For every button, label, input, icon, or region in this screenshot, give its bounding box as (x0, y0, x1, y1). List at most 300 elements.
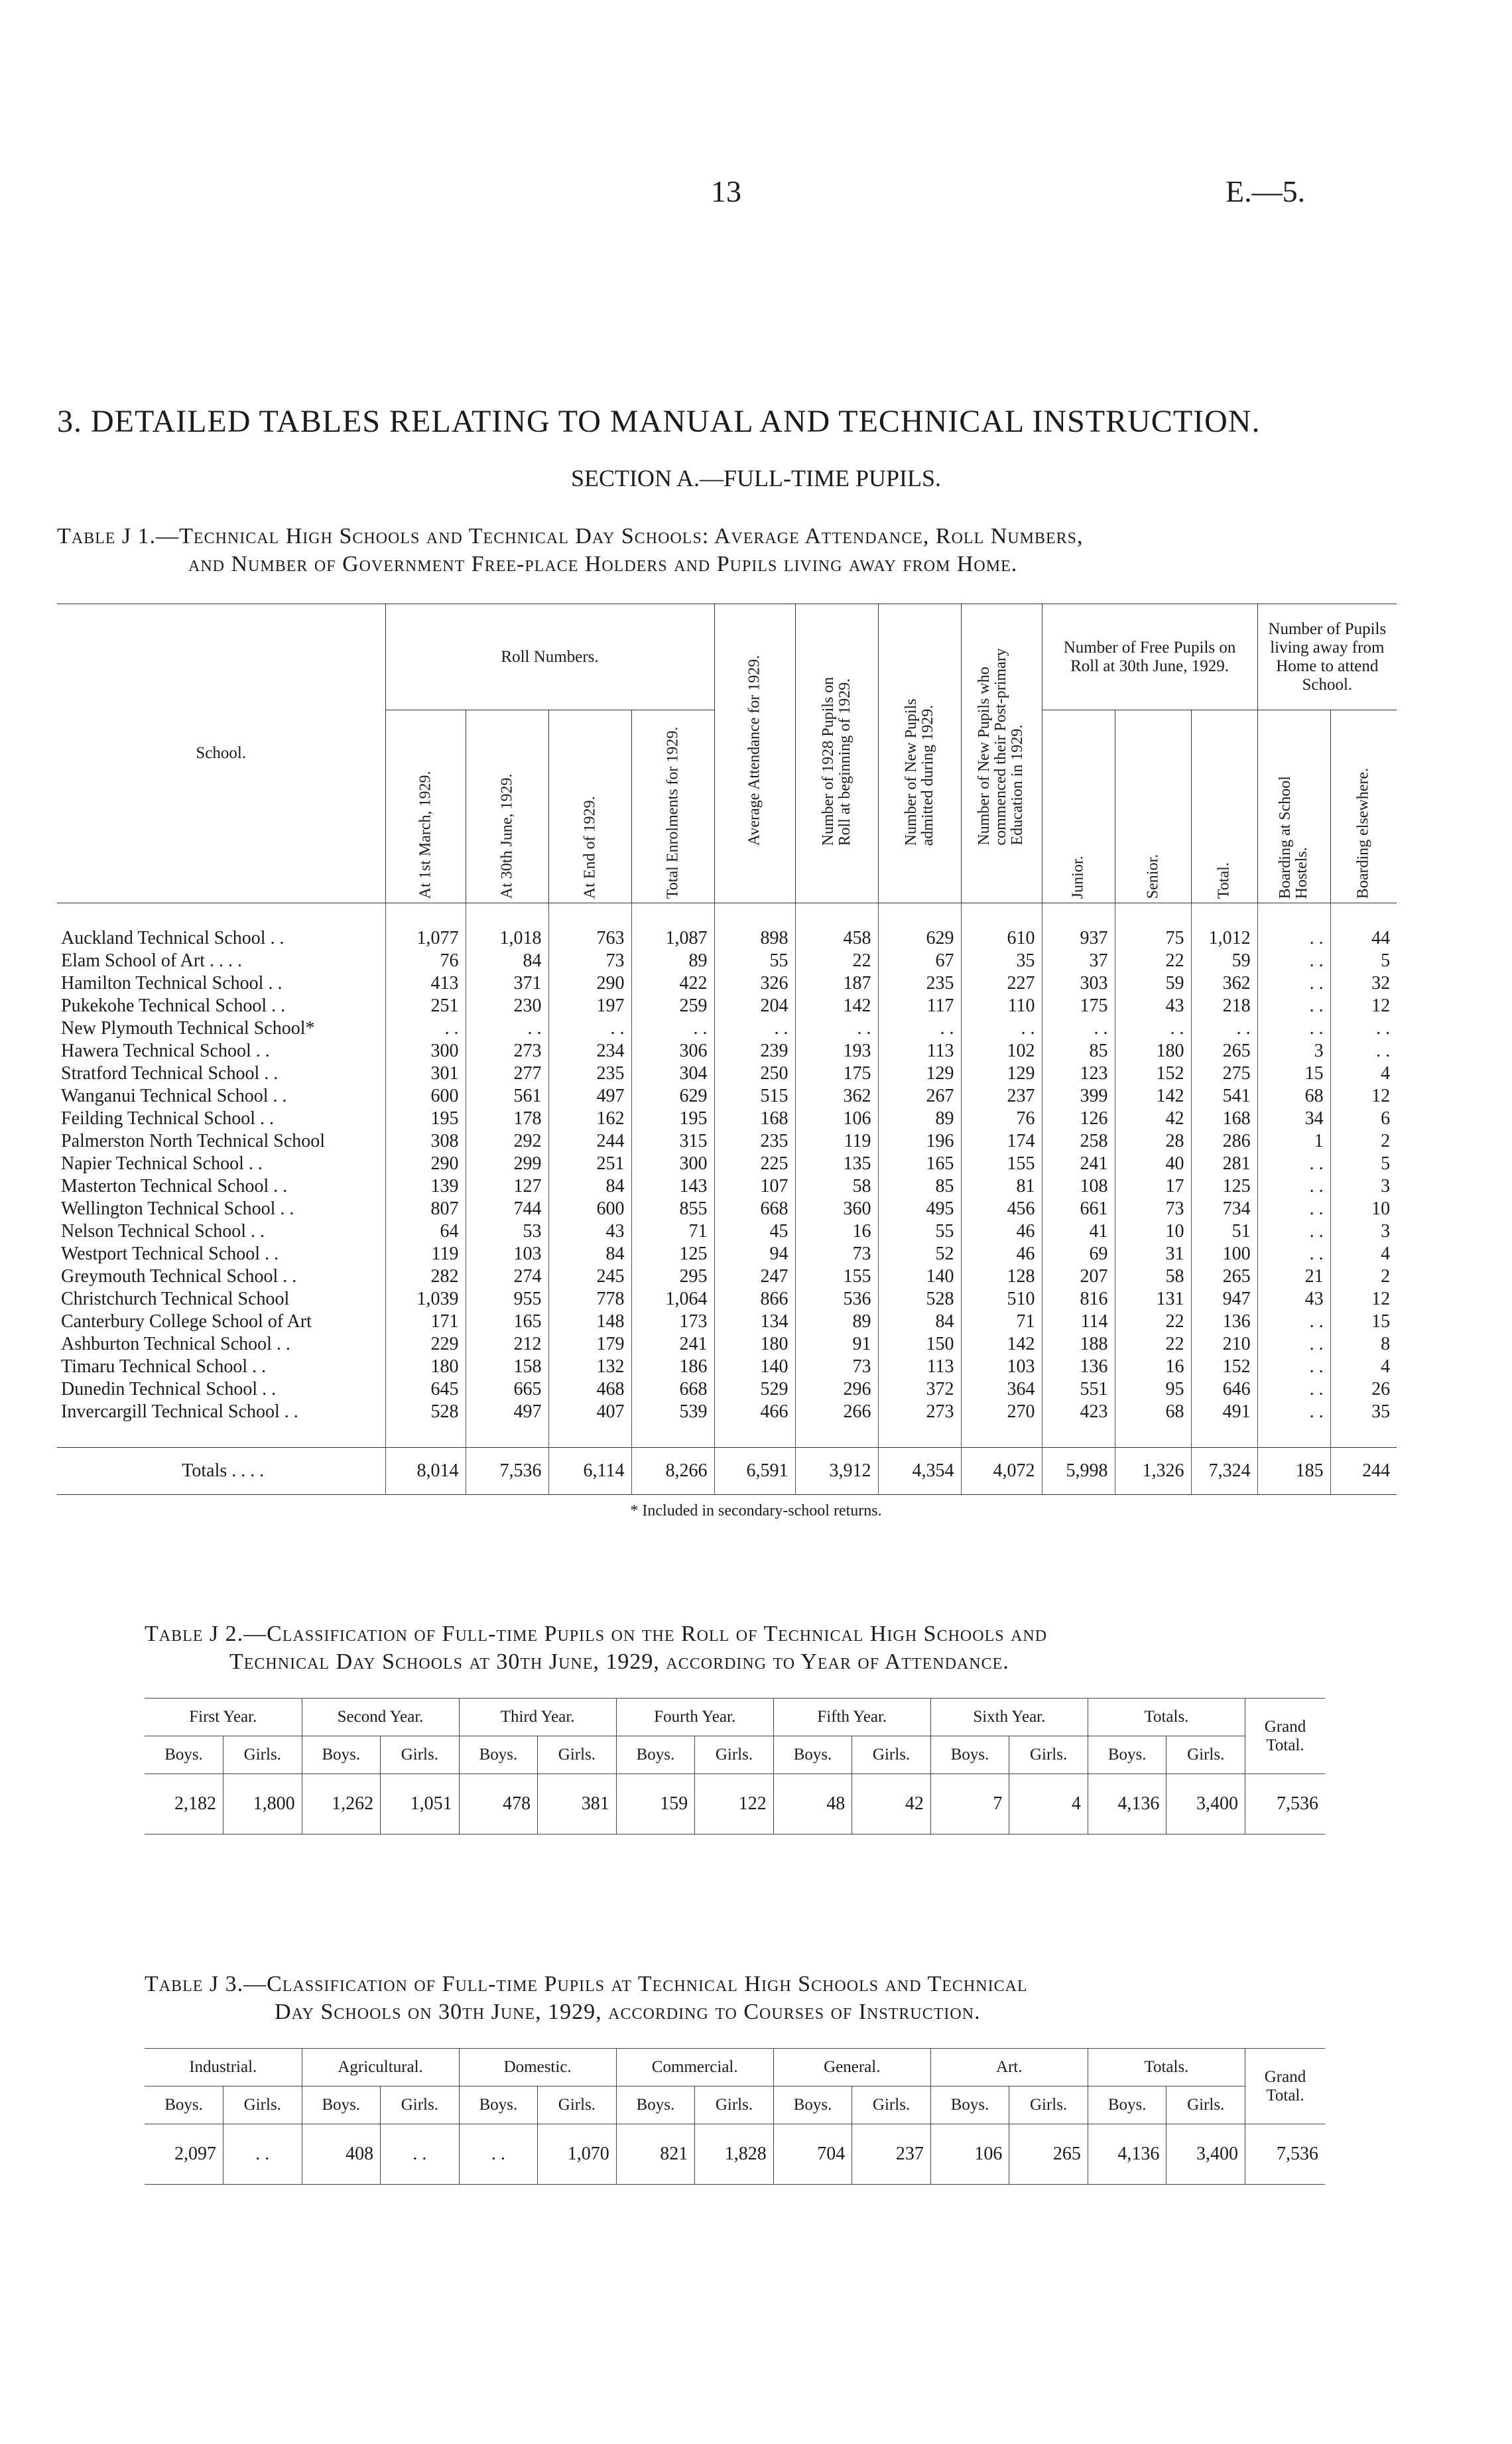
table-cell: 69 (1042, 1243, 1115, 1265)
school-name: Wanganui Technical School . . (61, 1086, 287, 1106)
table-cell: 3 (1257, 1040, 1330, 1062)
table-cell: 52 (878, 1243, 961, 1265)
table-cell: 541 (1191, 1085, 1257, 1108)
table-cell: 180 (714, 1333, 795, 1356)
table-cell: 140 (878, 1265, 961, 1288)
document-code: E.—5. (1226, 174, 1306, 208)
header-1st-march: At 1st March, 1929. (385, 710, 466, 903)
school-name: Ashburton Technical School . . (61, 1334, 290, 1354)
totals-cell: 6,591 (714, 1448, 795, 1495)
table-cell: 265 (1009, 2124, 1088, 2185)
table-cell: . . (795, 1017, 878, 1040)
table-cell: 362 (1191, 972, 1257, 995)
table-cell: 1,039 (385, 1288, 466, 1311)
table-cell: 207 (1042, 1265, 1115, 1288)
table-cell: 212 (466, 1333, 548, 1356)
header-end-1929: At End of 1929. (548, 710, 631, 903)
table-cell: 71 (631, 1220, 714, 1243)
table-cell: 46 (961, 1243, 1042, 1265)
table-cell: 174 (961, 1130, 1042, 1153)
girls-header: Girls. (852, 1736, 931, 1774)
table-cell: 119 (385, 1243, 466, 1265)
totals-cell: 244 (1330, 1448, 1397, 1495)
table-cell: 229 (385, 1333, 466, 1356)
table-cell: 413 (385, 972, 466, 995)
girls-header: Girls. (223, 1736, 302, 1774)
table-cell: . . (1257, 1198, 1330, 1220)
table-cell: 282 (385, 1265, 466, 1288)
table-cell: 2 (1330, 1130, 1397, 1153)
table-cell: 4 (1330, 1243, 1397, 1265)
group-header: First Year. (145, 1699, 302, 1736)
table-cell: 131 (1115, 1288, 1191, 1311)
table-cell: 142 (961, 1333, 1042, 1356)
table-cell: . . (714, 1017, 795, 1040)
table-cell: 1,051 (381, 1774, 460, 1834)
table-cell: . . (1257, 972, 1330, 995)
table-cell: . . (1257, 1401, 1330, 1423)
table-cell: 360 (795, 1198, 878, 1220)
table-cell: 89 (878, 1108, 961, 1130)
table-cell: . . (1257, 1220, 1330, 1243)
table-cell: 125 (1191, 1175, 1257, 1198)
table-cell: 91 (795, 1333, 878, 1356)
table-cell: 210 (1191, 1333, 1257, 1356)
table-cell: 100 (1191, 1243, 1257, 1265)
table-cell: 178 (466, 1108, 548, 1130)
table-cell: 247 (714, 1265, 795, 1288)
table-cell: 855 (631, 1198, 714, 1220)
table-cell: 15 (1257, 1062, 1330, 1085)
table-cell: . . (1330, 1040, 1397, 1062)
table-cell: 8 (1330, 1333, 1397, 1356)
table-row (57, 1243, 1397, 1265)
table2-caption-line1: Table J 2.—Classification of Full-time Pupils on the Roll of Technical High Schools and (145, 1622, 1048, 1646)
table-cell: 295 (631, 1265, 714, 1288)
header-junior: Junior. (1042, 710, 1115, 903)
table-cell: 528 (385, 1401, 466, 1423)
boys-header: Boys. (930, 2087, 1009, 2124)
table-cell: 35 (961, 950, 1042, 972)
table-cell: . . (1257, 1311, 1330, 1333)
table-cell: 4 (1330, 1356, 1397, 1378)
table-cell: 103 (466, 1243, 548, 1265)
school-name: Napier Technical School . . (61, 1153, 263, 1174)
table-row (57, 1265, 1397, 1288)
table-cell: 2,182 (145, 1774, 223, 1834)
table-cell: 106 (930, 2124, 1009, 2185)
table-cell: 58 (1115, 1265, 1191, 1288)
group-header: Domestic. (459, 2049, 616, 2087)
table-cell: 150 (878, 1333, 961, 1356)
table-cell: 129 (961, 1062, 1042, 1085)
table-cell: 528 (878, 1288, 961, 1311)
table-cell: 73 (548, 950, 631, 972)
table-cell: 127 (466, 1175, 548, 1198)
table-row (57, 972, 1397, 995)
table-cell: 866 (714, 1288, 795, 1311)
table-cell: 1,800 (223, 1774, 302, 1834)
table-cell: 42 (1115, 1108, 1191, 1130)
table-cell: 668 (631, 1378, 714, 1401)
school-name: Greymouth Technical School . . (61, 1266, 297, 1287)
table-cell: 665 (466, 1378, 548, 1401)
totals-cell: 6,114 (548, 1448, 631, 1495)
table-row (57, 1108, 1397, 1130)
table-cell: 89 (631, 950, 714, 972)
table1-caption-line1: Table J 1.—Technical High Schools and Technical Day Schools: Average Attendance, Roll Numbers, (57, 524, 1084, 548)
table-cell: 129 (878, 1062, 961, 1085)
table-cell: . . (1257, 1243, 1330, 1265)
header-senior: Senior. (1115, 710, 1191, 903)
girls-header: Girls. (852, 2087, 931, 2124)
header-elsewhere: Boarding elsewhere. (1330, 710, 1397, 903)
totals-cell: 8,266 (631, 1448, 714, 1495)
footnote: * Included in secondary-school returns. (630, 1502, 882, 1519)
header-30th-june: At 30th June, 1929. (466, 710, 548, 903)
school-name: Nelson Technical School . . (61, 1221, 265, 1242)
table-cell: 37 (1042, 950, 1115, 972)
boys-header: Boys. (616, 2087, 695, 2124)
table-cell: . . (1257, 995, 1330, 1017)
table-cell: 315 (631, 1130, 714, 1153)
totals-label: Totals . . . . (57, 1448, 385, 1495)
boys-header: Boys. (145, 1736, 223, 1774)
school-name: Feilding Technical School . . (61, 1108, 275, 1129)
table-cell: 89 (795, 1311, 878, 1333)
table-row (57, 1288, 1397, 1311)
table-row (145, 1774, 1325, 1834)
table-cell: 1,262 (302, 1774, 381, 1834)
table-cell: 168 (1191, 1108, 1257, 1130)
table-cell: 821 (616, 2124, 695, 2185)
girls-header: Girls. (381, 1736, 460, 1774)
table-cell: 55 (878, 1220, 961, 1243)
table-cell: 281 (1191, 1153, 1257, 1175)
boys-header: Boys. (616, 1736, 695, 1774)
table-row (57, 1311, 1397, 1333)
table-cell: 1,087 (631, 927, 714, 950)
table-cell: 515 (714, 1085, 795, 1108)
table-cell: 140 (714, 1356, 795, 1378)
table-cell: 423 (1042, 1401, 1115, 1423)
table-j2 (145, 1698, 1325, 1834)
table-cell: 2 (1330, 1265, 1397, 1288)
table-cell: 152 (1115, 1062, 1191, 1085)
table-cell: . . (1115, 1017, 1191, 1040)
table-cell: 600 (548, 1198, 631, 1220)
table-cell: 119 (795, 1130, 878, 1153)
table-cell: 273 (466, 1040, 548, 1062)
table-cell: 179 (548, 1333, 631, 1356)
table-cell: 286 (1191, 1130, 1257, 1153)
table-cell: 301 (385, 1062, 466, 1085)
table-cell: 218 (1191, 995, 1257, 1017)
table-cell: 22 (1115, 950, 1191, 972)
table-cell: 125 (631, 1243, 714, 1265)
table-cell: 227 (961, 972, 1042, 995)
table-cell: 59 (1191, 950, 1257, 972)
table-cell: 10 (1330, 1198, 1397, 1220)
group-header: Commercial. (616, 2049, 773, 2087)
table-cell: 807 (385, 1198, 466, 1220)
table-cell: 53 (466, 1220, 548, 1243)
group-header: Fifth Year. (773, 1699, 930, 1736)
table-cell: 28 (1115, 1130, 1191, 1153)
girls-header: Girls. (695, 1736, 774, 1774)
table-cell: 139 (385, 1175, 466, 1198)
table-j3 (145, 2048, 1325, 2185)
table-cell: 478 (459, 1774, 538, 1834)
table-cell: 270 (961, 1401, 1042, 1423)
table-row (57, 1062, 1397, 1085)
school-name: Invercargill Technical School . . (61, 1401, 298, 1422)
table-cell: 407 (548, 1401, 631, 1423)
table-cell: 42 (852, 1774, 931, 1834)
group-header: General. (773, 2049, 930, 2087)
table-cell: 73 (795, 1356, 878, 1378)
table-cell: 85 (1042, 1040, 1115, 1062)
table-cell: 235 (548, 1062, 631, 1085)
table-cell: 362 (795, 1085, 878, 1108)
totals-cell: 4,072 (961, 1448, 1042, 1495)
header-roll-numbers: Roll Numbers. (385, 604, 714, 710)
table-row (57, 1220, 1397, 1243)
girls-header: Girls. (538, 1736, 617, 1774)
table-cell: . . (1257, 1017, 1330, 1040)
header-school: School. (57, 604, 385, 903)
table-cell: 171 (385, 1311, 466, 1333)
table-cell: 204 (714, 995, 795, 1017)
table-cell: 46 (961, 1220, 1042, 1243)
table-cell: 237 (852, 2124, 931, 2185)
group-header: Fourth Year. (616, 1699, 773, 1736)
girls-header: Girls. (1166, 2087, 1245, 2124)
school-name: Palmerston North Technical School (61, 1131, 326, 1151)
table-cell: 668 (714, 1198, 795, 1220)
table-cell: 250 (714, 1062, 795, 1085)
table-cell: 241 (631, 1333, 714, 1356)
table-cell: 162 (548, 1108, 631, 1130)
boys-header: Boys. (1088, 1736, 1166, 1774)
boys-header: Boys. (773, 1736, 852, 1774)
table-cell: 7,536 (1245, 2124, 1326, 2185)
table-cell: . . (385, 1017, 466, 1040)
table-cell: . . (223, 2124, 302, 2185)
table-cell: 371 (466, 972, 548, 995)
header-average-attendance: Average Attendance for 1929. (714, 604, 795, 903)
school-name: Masterton Technical School . . (61, 1176, 288, 1196)
table-cell: 59 (1115, 972, 1191, 995)
table-cell: 629 (878, 927, 961, 950)
group-header: Industrial. (145, 2049, 302, 2087)
grand-total-header: Grand Total. (1245, 2049, 1326, 2124)
table-cell: 399 (1042, 1085, 1115, 1108)
table-cell: 251 (385, 995, 466, 1017)
table-cell: 159 (616, 1774, 695, 1834)
table-cell: 195 (385, 1108, 466, 1130)
table-cell: 21 (1257, 1265, 1330, 1288)
table-cell: 1,828 (695, 2124, 774, 2185)
table-row (57, 1175, 1397, 1198)
table-cell: 645 (385, 1378, 466, 1401)
table-cell: 610 (961, 927, 1042, 950)
table-cell: 244 (548, 1130, 631, 1153)
table-cell: 94 (714, 1243, 795, 1265)
table-cell: 102 (961, 1040, 1042, 1062)
header-free-pupils: Number of Free Pupils on Roll at 30th June, 1929. (1042, 604, 1257, 710)
table-cell: 241 (1042, 1153, 1115, 1175)
table-cell: 180 (1115, 1040, 1191, 1062)
table-cell: 1,018 (466, 927, 548, 950)
table-cell: 296 (795, 1378, 878, 1401)
table-cell: 466 (714, 1401, 795, 1423)
table-cell: 372 (878, 1378, 961, 1401)
group-header: Agricultural. (302, 2049, 459, 2087)
table-cell: 304 (631, 1062, 714, 1085)
table-cell: 175 (795, 1062, 878, 1085)
table-cell: 326 (714, 972, 795, 995)
table-cell: . . (1257, 1378, 1330, 1401)
table-cell: 106 (795, 1108, 878, 1130)
table-cell: . . (961, 1017, 1042, 1040)
table-cell: 136 (1191, 1311, 1257, 1333)
table-cell: 4,136 (1088, 2124, 1166, 2185)
group-header: Sixth Year. (930, 1699, 1088, 1736)
table-cell: 275 (1191, 1062, 1257, 1085)
table-cell: 73 (1115, 1198, 1191, 1220)
table-cell: 529 (714, 1378, 795, 1401)
table-cell: 143 (631, 1175, 714, 1198)
boys-header: Boys. (459, 2087, 538, 2124)
table-cell: 778 (548, 1288, 631, 1311)
school-name: Hawera Technical School . . (61, 1041, 270, 1061)
main-title: 3. DETAILED TABLES RELATING TO MANUAL AND TECHNICAL INSTRUCTION. (57, 404, 1261, 439)
table-cell: . . (381, 2124, 460, 2185)
table-row (145, 2124, 1325, 2185)
girls-header: Girls. (1009, 1736, 1088, 1774)
totals-cell: 7,536 (466, 1448, 548, 1495)
school-name: Timaru Technical School . . (61, 1356, 267, 1377)
table-cell: 292 (466, 1130, 548, 1153)
table-cell: 258 (1042, 1130, 1115, 1153)
table-cell: 197 (548, 995, 631, 1017)
table-cell: 456 (961, 1198, 1042, 1220)
table-cell: 7,536 (1245, 1774, 1326, 1834)
page-number: 13 (711, 174, 741, 208)
table-cell: 85 (878, 1175, 961, 1198)
table-cell: 2,097 (145, 2124, 223, 2185)
table-cell: 12 (1330, 1085, 1397, 1108)
table-cell: 26 (1330, 1378, 1397, 1401)
table-j1 (57, 604, 1397, 1495)
table-cell: 491 (1191, 1401, 1257, 1423)
table-cell: 364 (961, 1378, 1042, 1401)
table-cell: 1,064 (631, 1288, 714, 1311)
table-cell: 497 (466, 1401, 548, 1423)
table-cell: . . (1257, 1153, 1330, 1175)
table-cell: 142 (1115, 1085, 1191, 1108)
table-cell: 1 (1257, 1130, 1330, 1153)
table-cell: 113 (878, 1040, 961, 1062)
table-cell: . . (1257, 1356, 1330, 1378)
school-name: Stratford Technical School . . (61, 1063, 279, 1084)
table-cell: 468 (548, 1378, 631, 1401)
table-row (57, 950, 1397, 972)
table-cell: 95 (1115, 1378, 1191, 1401)
boys-header: Boys. (773, 2087, 852, 2124)
table-cell: 7 (930, 1774, 1009, 1834)
table-cell: 134 (714, 1311, 795, 1333)
table-cell: 15 (1330, 1311, 1397, 1333)
totals-cell: 5,998 (1042, 1448, 1115, 1495)
totals-row (57, 1448, 1397, 1495)
table-cell: 277 (466, 1062, 548, 1085)
totals-cell: 4,354 (878, 1448, 961, 1495)
table-cell: 187 (795, 972, 878, 995)
girls-header: Girls. (381, 2087, 460, 2124)
table-cell: 259 (631, 995, 714, 1017)
table-cell: 17 (1115, 1175, 1191, 1198)
table-cell: 148 (548, 1311, 631, 1333)
table-cell: . . (1330, 1017, 1397, 1040)
totals-cell: 185 (1257, 1448, 1330, 1495)
table-cell: 84 (466, 950, 548, 972)
girls-header: Girls. (695, 2087, 774, 2124)
table-cell: 158 (466, 1356, 548, 1378)
table-cell: 3,400 (1166, 1774, 1245, 1834)
table-cell: 16 (795, 1220, 878, 1243)
table-cell: . . (878, 1017, 961, 1040)
table-cell: 266 (795, 1401, 878, 1423)
table-cell: 22 (795, 950, 878, 972)
table-cell: 1,077 (385, 927, 466, 950)
boys-header: Boys. (459, 1736, 538, 1774)
table-cell: 64 (385, 1220, 466, 1243)
table-cell: 31 (1115, 1243, 1191, 1265)
table-cell: 510 (961, 1288, 1042, 1311)
table-cell: 5 (1330, 1153, 1397, 1175)
table-cell: 265 (1191, 1265, 1257, 1288)
table-cell: 237 (961, 1085, 1042, 1108)
table-cell: . . (1042, 1017, 1115, 1040)
table-cell: 122 (695, 1774, 774, 1834)
table-cell: 300 (385, 1040, 466, 1062)
table-cell: 41 (1042, 1220, 1115, 1243)
girls-header: Girls. (223, 2087, 302, 2124)
table-cell: 188 (1042, 1333, 1115, 1356)
header-hostels: Boarding at School Hostels. (1257, 710, 1330, 903)
table-cell: 235 (878, 972, 961, 995)
table-cell: 230 (466, 995, 548, 1017)
table-cell: 265 (1191, 1040, 1257, 1062)
grand-total-header: Grand Total. (1245, 1699, 1326, 1774)
school-name: New Plymouth Technical School* (61, 1018, 315, 1039)
header-1928-pupils: Number of 1928 Pupils on Roll at beginning of 1929. (795, 604, 878, 903)
table-cell: . . (466, 1017, 548, 1040)
table-cell: 763 (548, 927, 631, 950)
table-cell: 561 (466, 1085, 548, 1108)
table-cell: 196 (878, 1130, 961, 1153)
table-row (57, 1198, 1397, 1220)
header-total-enrolments: Total Enrolments for 1929. (631, 710, 714, 903)
table-cell: 536 (795, 1288, 878, 1311)
table-cell: 68 (1115, 1401, 1191, 1423)
table-cell: 126 (1042, 1108, 1115, 1130)
table-cell: 103 (961, 1356, 1042, 1378)
boys-header: Boys. (1088, 2087, 1166, 2124)
table-cell: 43 (1115, 995, 1191, 1017)
